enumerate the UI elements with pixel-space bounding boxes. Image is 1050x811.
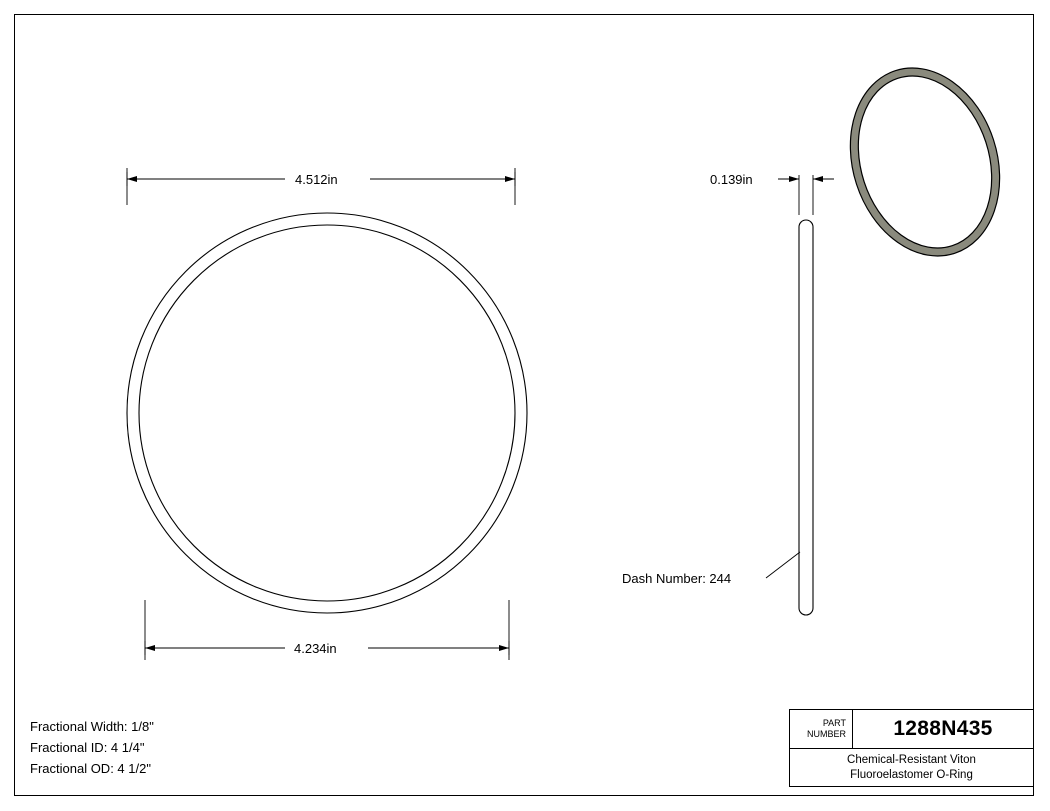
part-number-label-line2: NUMBER	[806, 729, 846, 739]
id-dimension-label: 4.234in	[294, 641, 337, 656]
title-block-description	[790, 749, 1033, 787]
note-fractional-od: Fractional OD: 4 1/2"	[30, 761, 151, 776]
isometric-oring	[827, 48, 1023, 275]
title-block-part-row	[790, 710, 1033, 749]
part-number-value: 1288N435	[852, 710, 1033, 748]
od-dimension-label: 4.512in	[295, 172, 338, 187]
description-line2: Fluoroelastomer O-Ring	[850, 769, 973, 781]
title-block	[789, 709, 1034, 787]
cross-section-dimension	[778, 175, 834, 215]
side-view-section	[799, 220, 813, 615]
note-fractional-id: Fractional ID: 4 1/4"	[30, 740, 145, 755]
description-line1: Chemical-Resistant Viton	[847, 754, 976, 766]
note-fractional-width: Fractional Width: 1/8"	[30, 719, 154, 734]
dash-number-label: Dash Number: 244	[622, 571, 732, 586]
part-number-label-line1: PART	[822, 718, 846, 728]
cross-section-dimension-label: 0.139in	[710, 172, 753, 187]
part-number-label	[790, 718, 852, 740]
notes-block	[30, 716, 154, 779]
front-view-oring	[127, 213, 527, 613]
dash-number-leader	[766, 552, 800, 578]
